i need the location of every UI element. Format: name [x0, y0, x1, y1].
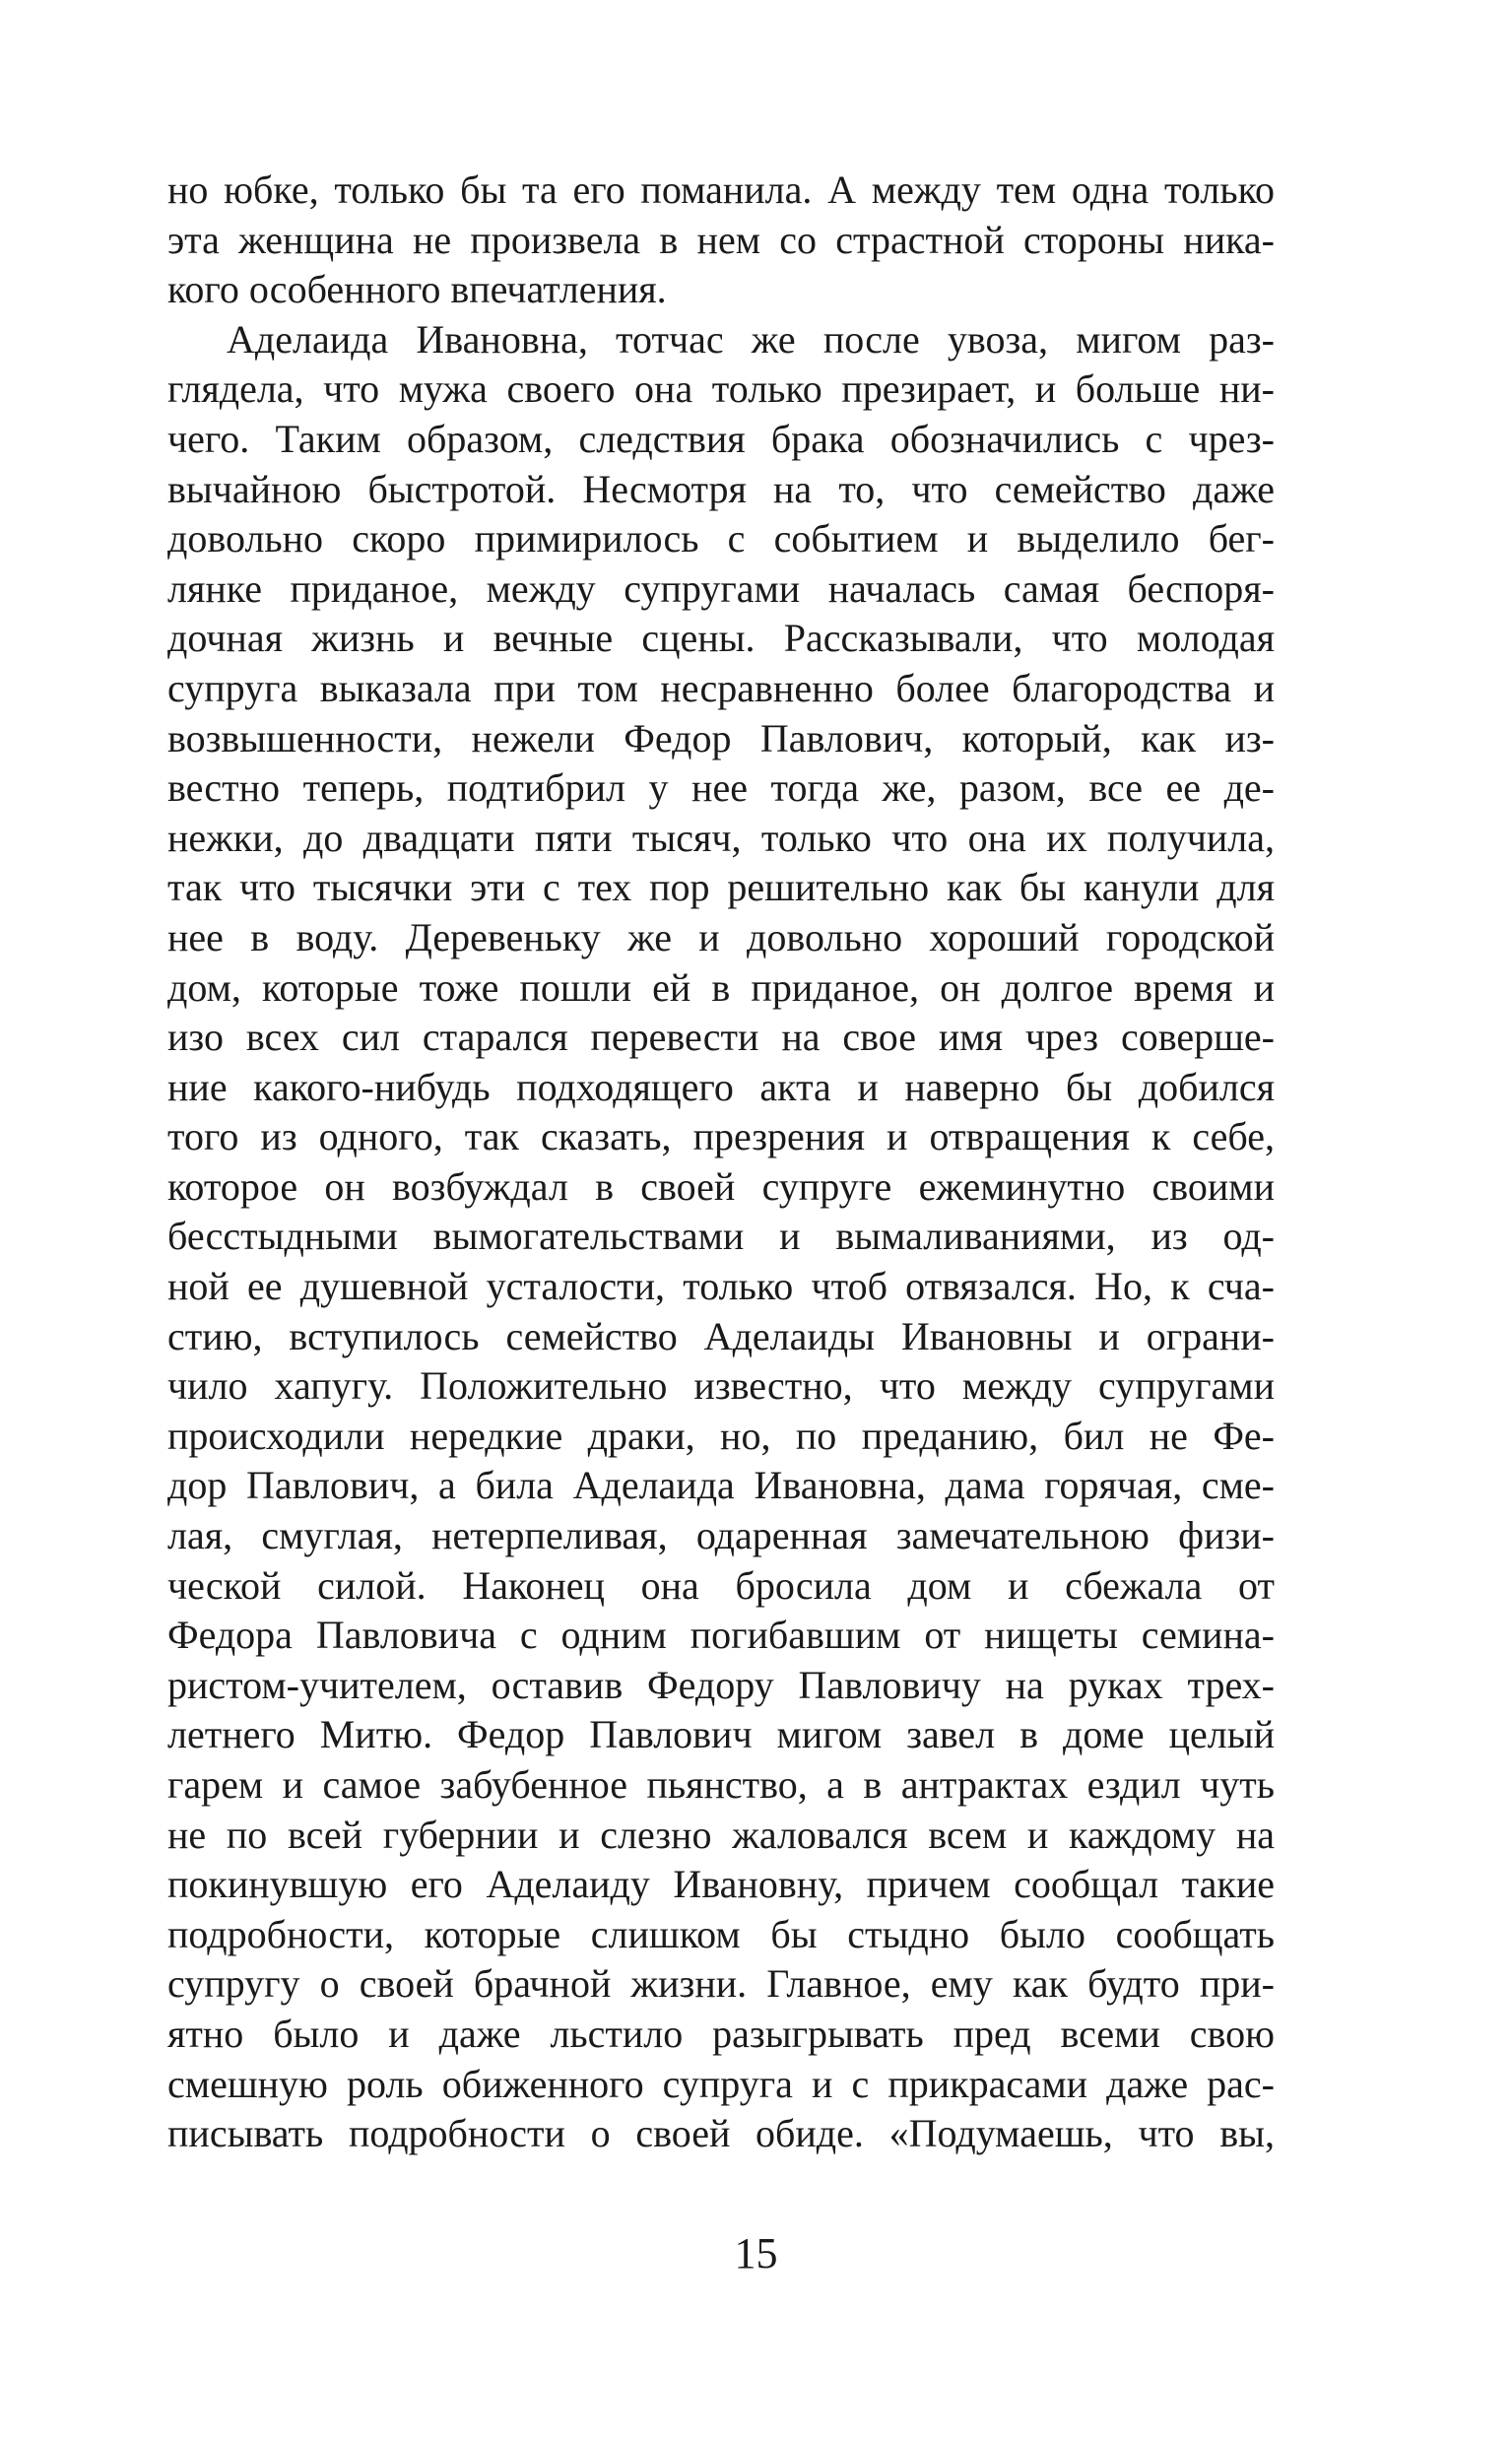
body-text [167, 165, 1275, 2159]
text-line: не по всей губернии и слезно жаловался всем и каждому на [167, 1812, 1275, 1857]
text-line: ной ее душевной усталости, только чтоб отвязался. Но, к сча- [167, 1264, 1275, 1309]
text-line: нее в воду. Деревеньку же и довольно хороший городской [167, 914, 1275, 959]
text-line: лянке приданое, между супругами началась самая беспоря- [167, 565, 1275, 611]
text-line: того из одного, так сказать, презрения и отвращения к себе, [167, 1114, 1275, 1159]
text-line: но юбке, только бы та его поманила. А между тем одна только [167, 167, 1275, 212]
text-line: чего. Таким образом, следствия брака обозначились с чрез- [167, 416, 1275, 461]
text-line: глядела, что мужа своего она только презирает, и больше ни- [167, 366, 1275, 412]
text-line: писывать подробности о своей обиде. «Подумаешь, что вы, [167, 2111, 1275, 2156]
text-line: дом, которые тоже пошли ей в приданое, он долгое время и [167, 964, 1275, 1010]
text-line: подробности, которые слишком бы стыдно было сообщать [167, 1911, 1275, 1956]
paragraph [167, 165, 1275, 315]
text-line: летнего Митю. Федор Павлович мигом завел в доме целый [167, 1712, 1275, 1757]
text-line: кого особенного впечатления. [167, 267, 667, 312]
text-line: ческой силой. Наконец она бросила дом и сбежала от [167, 1562, 1275, 1608]
text-line: эта женщина не произвела в нем со страстной стороны ника- [167, 217, 1275, 262]
text-line: лая, смуглая, нетерпеливая, одаренная замечательною физи- [167, 1513, 1275, 1558]
text-line: вычайною быстротой. Несмотря на то, что семейство даже [167, 466, 1275, 511]
text-line: дор Павлович, а била Аделаида Ивановна, дама горячая, сме- [167, 1463, 1275, 1508]
text-line: супруга выказала при том несравненно более благородства и [167, 665, 1275, 710]
text-line: так что тысячки эти с тех пор решительно как бы канули для [167, 865, 1275, 910]
paragraph [167, 315, 1275, 2159]
text-line: ристом-учителем, оставив Федору Павловичу на руках трех- [167, 1662, 1275, 1707]
text-line: смешную роль обиженного супруга и с прикрасами даже рас- [167, 2061, 1275, 2106]
text-line: чило хапугу. Положительно известно, что между супругами [167, 1363, 1275, 1409]
text-line: изо всех сил старался перевести на свое имя чрез соверше- [167, 1015, 1275, 1060]
text-line: ятно было и даже льстило разыгрывать пред всеми свою [167, 2011, 1275, 2056]
text-line: дочная жизнь и вечные сцены. Рассказывали, что молодая [167, 616, 1275, 661]
text-line: гарем и самое забубенное пьянство, а в антрактах ездил чуть [167, 1762, 1275, 1807]
text-line: ние какого-нибудь подходящего акта и наверно бы добился [167, 1064, 1275, 1109]
text-line: Федора Павловича с одним погибавшим от нищеты семина- [167, 1613, 1275, 1658]
text-line: происходили нередкие драки, но, по преданию, бил не Фе- [167, 1413, 1275, 1458]
text-line: довольно скоро примирилось с событием и выделило бег- [167, 516, 1275, 561]
text-line: вестно теперь, подтибрил у нее тогда же, разом, все ее де- [167, 765, 1275, 811]
text-line: которое он возбуждал в своей супруге ежеминутно своими [167, 1163, 1275, 1209]
text-line: супругу о своей брачной жизни. Главное, ему как будто при- [167, 1961, 1275, 2007]
text-line: Аделаида Ивановна, тотчас же после увоза, мигом раз- [227, 316, 1275, 362]
text-line: стию, вступилось семейство Аделаиды Ивановны и ограни- [167, 1313, 1275, 1358]
text-line: возвышенности, нежели Федор Павлович, который, как из- [167, 715, 1275, 760]
text-line: нежки, до двадцати пяти тысяч, только что она их получила, [167, 815, 1275, 860]
page-number: 15 [734, 2229, 778, 2278]
text-line: покинувшую его Аделаиду Ивановну, причем сообщал такие [167, 1862, 1275, 1907]
text-line: бесстыдными вымогательствами и вымаливаниями, из од- [167, 1214, 1275, 1259]
